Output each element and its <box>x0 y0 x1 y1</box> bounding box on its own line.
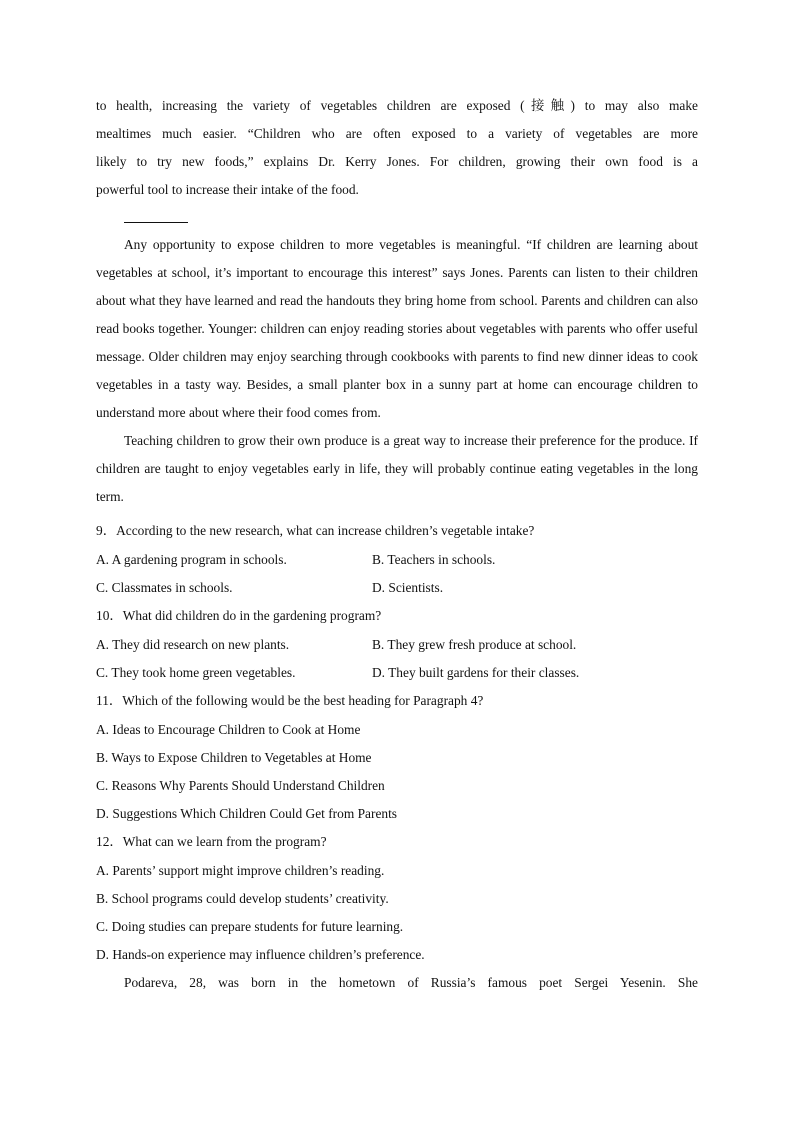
option-c: C. Classmates in schools. <box>96 580 233 595</box>
passage-part1 <box>96 92 698 204</box>
paragraph-5: Teaching children to grow their own produce is a great way to increase their preference for the produce. If children are taught to enjoy vegetables early in life, they will probably continue eating vegetables in the long term. <box>96 433 698 504</box>
question-10 <box>96 602 698 687</box>
option-a: A. Parents’ support might improve children’s reading. <box>96 863 385 878</box>
question-stem: 10．What did children do in the gardening program? <box>96 608 382 623</box>
heading-blank-line <box>124 222 188 223</box>
next-passage-start: Podareva, 28, was born in the hometown of Russia’s famous poet Sergei Yesenin. She <box>124 975 698 990</box>
option-d: D. Suggestions Which Children Could Get from Parents <box>96 806 398 821</box>
option-a: A. Ideas to Encourage Children to Cook at Home <box>96 722 361 737</box>
option-b: B. They grew fresh produce at school. <box>372 637 577 652</box>
passage-line: mealtimes much easier. “Children who are often exposed to a variety of vegetables are more <box>96 126 698 141</box>
option-b: B. School programs could develop students’ creativity. <box>96 891 389 906</box>
option-d: D. Hands-on experience may influence children’s preference. <box>96 947 425 962</box>
passage-line: powerful tool to increase their intake of the food. <box>96 182 359 197</box>
option-b: B. Teachers in schools. <box>372 552 496 567</box>
option-b: B. Ways to Expose Children to Vegetables at Home <box>96 750 372 765</box>
question-11 <box>96 687 698 828</box>
option-a: A. They did research on new plants. <box>96 637 290 652</box>
option-a: A. A gardening program in schools. <box>96 552 287 567</box>
option-c: C. Reasons Why Parents Should Understand Children <box>96 778 385 793</box>
option-c: C. They took home green vegetables. <box>96 665 296 680</box>
question-stem: 11．Which of the following would be the best heading for Paragraph 4? <box>96 693 484 708</box>
option-d: D. They built gardens for their classes. <box>372 665 580 680</box>
document-page <box>96 92 698 997</box>
passage-line: to health, increasing the variety of vegetables children are exposed (接触) to may also make <box>96 98 698 113</box>
passage-line: likely to try new foods,” explains Dr. Kerry Jones. For children, growing their own food is a <box>96 154 698 169</box>
question-stem: 9．According to the new research, what can increase children’s vegetable intake? <box>96 523 535 538</box>
option-c: C. Doing studies can prepare students for future learning. <box>96 919 404 934</box>
paragraph-4: Any opportunity to expose children to more vegetables is meaningful. “If children are learning about vegetables at school, it’s important to encourage this interest” says Jones. Parents can listen to their children about what they have learned and read the handouts they bring home from school. Parents and children can also read books together. Younger: children can enjoy reading stories about vegetables with parents who offer useful message. Older children may enjoy searching through cookbooks with parents to find new dinner ideas to cook vegetables in a tasty way. Besides, a small planter box in a sunny part at home can encourage children to understand more about where their food comes from. <box>96 237 698 420</box>
question-9 <box>96 517 698 602</box>
question-12 <box>96 828 698 969</box>
question-stem: 12．What can we learn from the program? <box>96 834 327 849</box>
option-d: D. Scientists. <box>372 580 444 595</box>
